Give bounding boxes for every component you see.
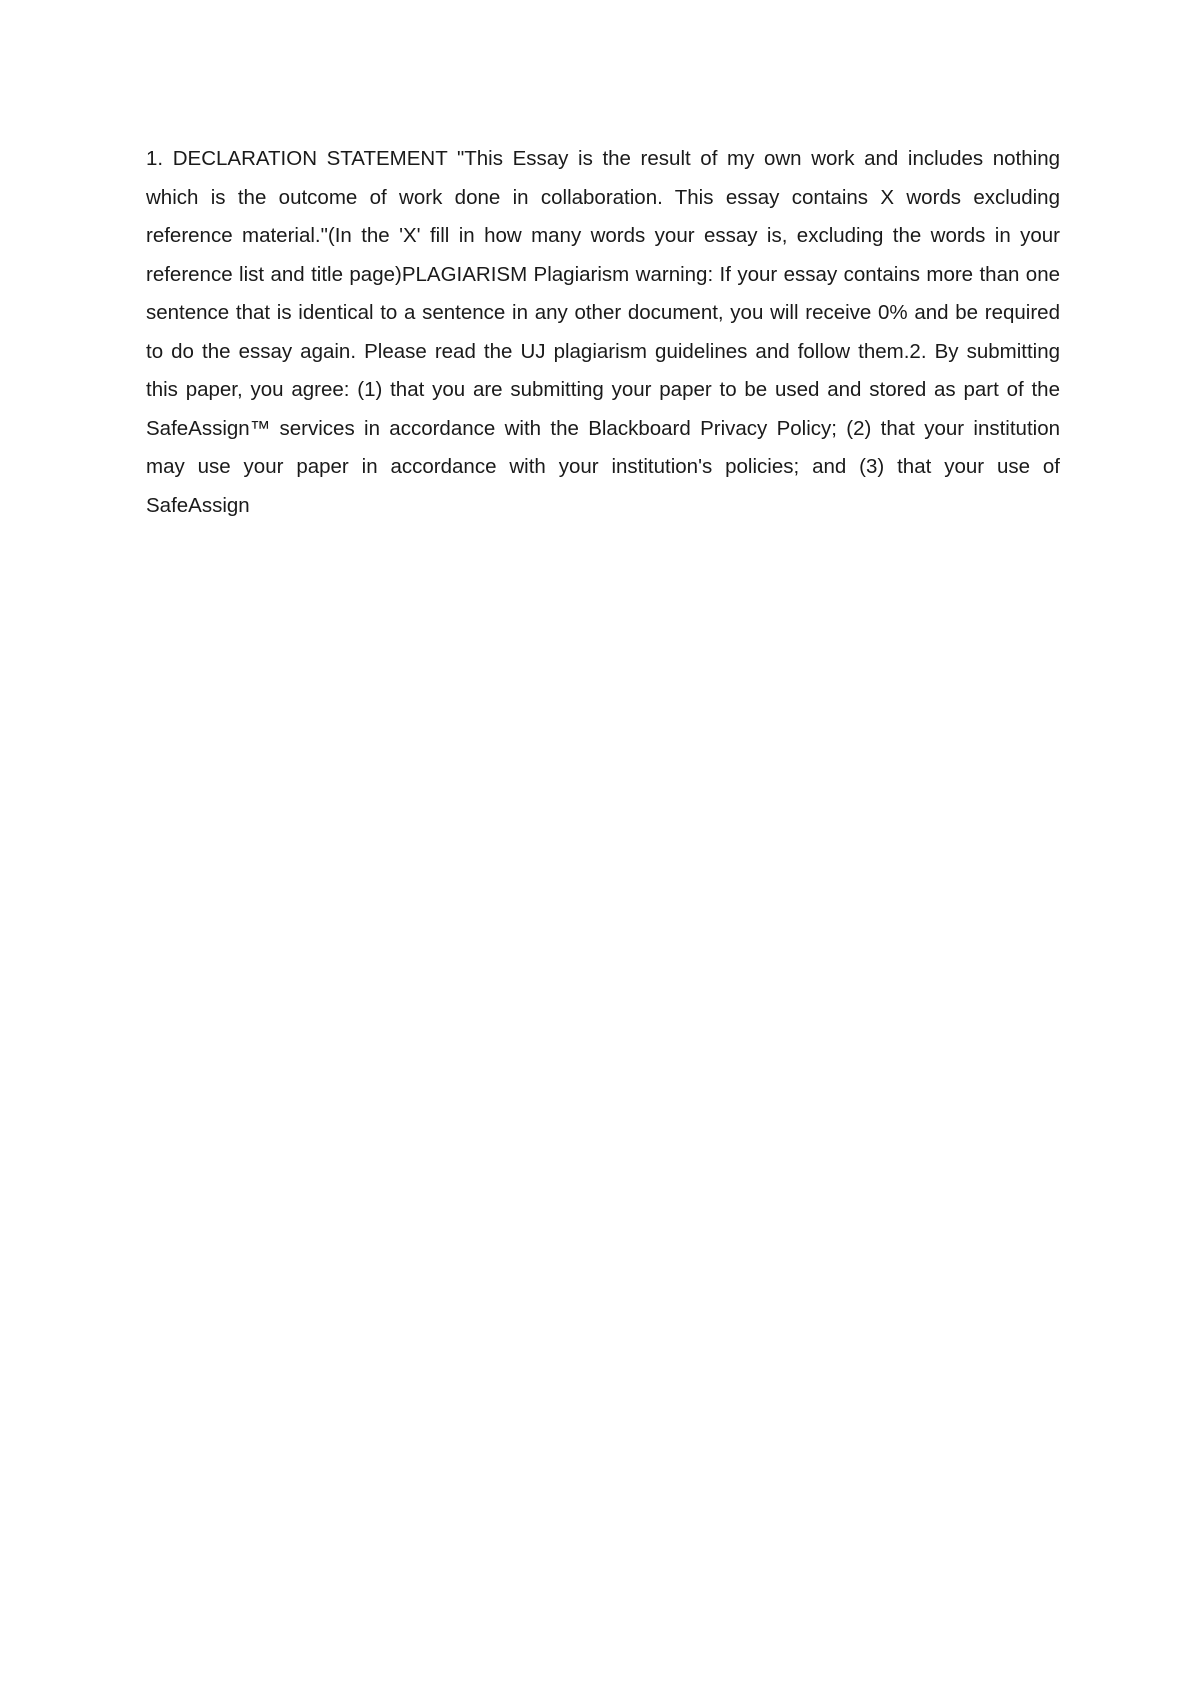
declaration-paragraph: 1. DECLARATION STATEMENT "This Essay is the result of my own work and includes nothing which is the outcome of work done in collaboration. This essay contains X words excluding reference material."(In the 'X' fill in how many words your essay is, excluding the words in your reference list and title page)PLAGIARISM Plagiarism warning: If your essay contains more than one sentence that is identical to a sentence in any other document, you will receive 0% and be required to do the essay again. Please read the UJ plagiarism guidelines and follow them.2. By submitting this paper, you agree: (1) that you are submitting your paper to be used and stored as part of the SafeAssign™ services in accordance with the Blackboard Privacy Policy; (2) that your institution may use your paper in accordance with your institution's policies; and (3) that your use of SafeAssign — [146, 147, 1060, 517]
